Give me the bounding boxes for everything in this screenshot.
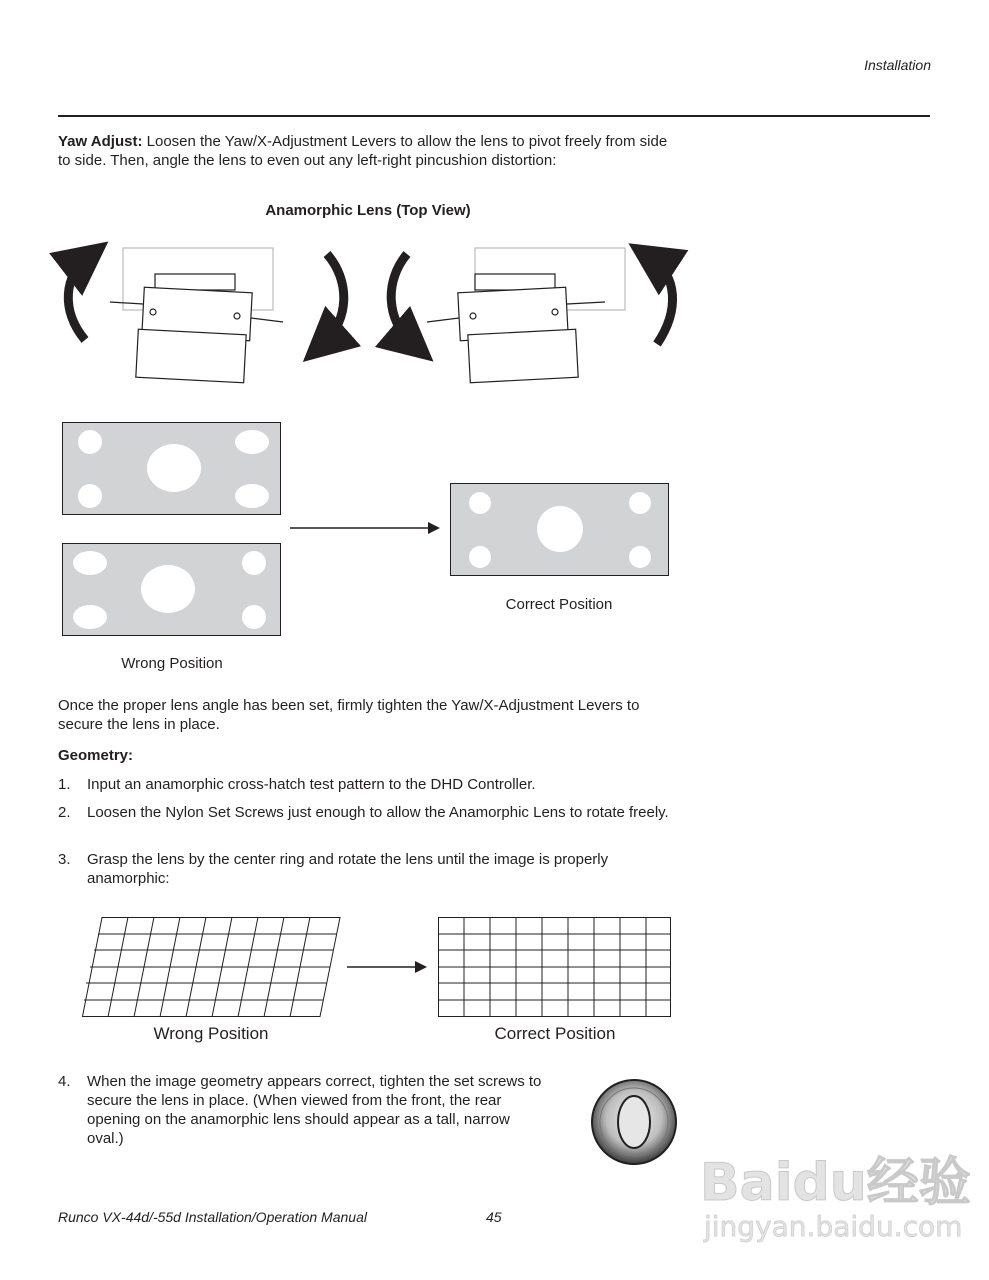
grid-wrong-position-caption: Wrong Position (153, 1024, 269, 1043)
baidu-watermark-logo (700, 1138, 971, 1243)
svg-text:Baidu经验: Baidu经验 (700, 1153, 971, 1213)
step-item (58, 1072, 548, 1148)
header-rule (58, 115, 930, 117)
lens-rear-oval-illustration (590, 1078, 678, 1166)
yaw-adjust-text: Loosen the Yaw/X-Adjustment Levers to allow the lens to pivot freely from side to side. Then, angle the lens to even out any left-right pincushion distortion: (58, 133, 668, 169)
rotate-ccw-arrow-right (391, 254, 413, 344)
section-header: Installation (864, 57, 931, 73)
step-number: 1. (58, 776, 71, 793)
wrong-position-caption: Wrong Position (121, 655, 223, 672)
lens-top-view-illustration (55, 240, 695, 390)
geometry-fix-arrow (347, 959, 429, 975)
skewed-crosshatch-grid (82, 917, 342, 1017)
grid-correct-position-caption: Correct Position (494, 1024, 616, 1043)
step-item (58, 803, 678, 822)
step-number: 4. (58, 1073, 71, 1090)
geometry-heading: Geometry: (58, 747, 134, 764)
corrected-crosshatch-grid (438, 917, 672, 1017)
distortion-fix-arrow (290, 520, 442, 536)
step-text: Grasp the lens by the center ring and rotate the lens until the image is properly anamorphic: (87, 851, 609, 887)
step-number: 2. (58, 804, 71, 821)
lens-left-drawing (110, 248, 283, 383)
page-number: 45 (486, 1209, 502, 1225)
rotate-cw-arrow-left (323, 254, 344, 344)
tighten-paragraph: Once the proper lens angle has been set, firmly tighten the Yaw/X-Adjustment Levers to secure the lens in place. (58, 697, 640, 733)
figure-title: Anamorphic Lens (Top View) (265, 202, 471, 219)
rotate-ccw-arrow-left (68, 258, 87, 340)
step-text: Input an anamorphic cross-hatch test pattern to the DHD Controller. (87, 776, 536, 793)
rotate-cw-arrow-right (651, 258, 673, 344)
yaw-adjust-paragraph (58, 132, 678, 170)
correct-position-panel (450, 483, 670, 577)
step-text: Loosen the Nylon Set Screws just enough to allow the Anamorphic Lens to rotate freely. (87, 804, 669, 821)
correct-position-caption: Correct Position (505, 596, 613, 613)
wrong-position-panel-bottom (62, 543, 282, 637)
step-item (58, 850, 678, 888)
manual-title: Runco VX-44d/-55d Installation/Operation Manual (58, 1209, 367, 1225)
step-text: When the image geometry appears correct, tighten the set screws to secure the lens in place. (When viewed from the front, the rear opening on the anamorphic lens should appear as a tall, narrow oval.) (87, 1073, 542, 1147)
step-number: 3. (58, 851, 71, 868)
svg-text:jingyan.baidu.com: jingyan.baidu.com (704, 1210, 963, 1243)
yaw-adjust-label: Yaw Adjust: (58, 133, 143, 150)
wrong-position-panel-top (62, 422, 282, 516)
step-item (58, 775, 678, 794)
lens-right-drawing (427, 248, 625, 383)
